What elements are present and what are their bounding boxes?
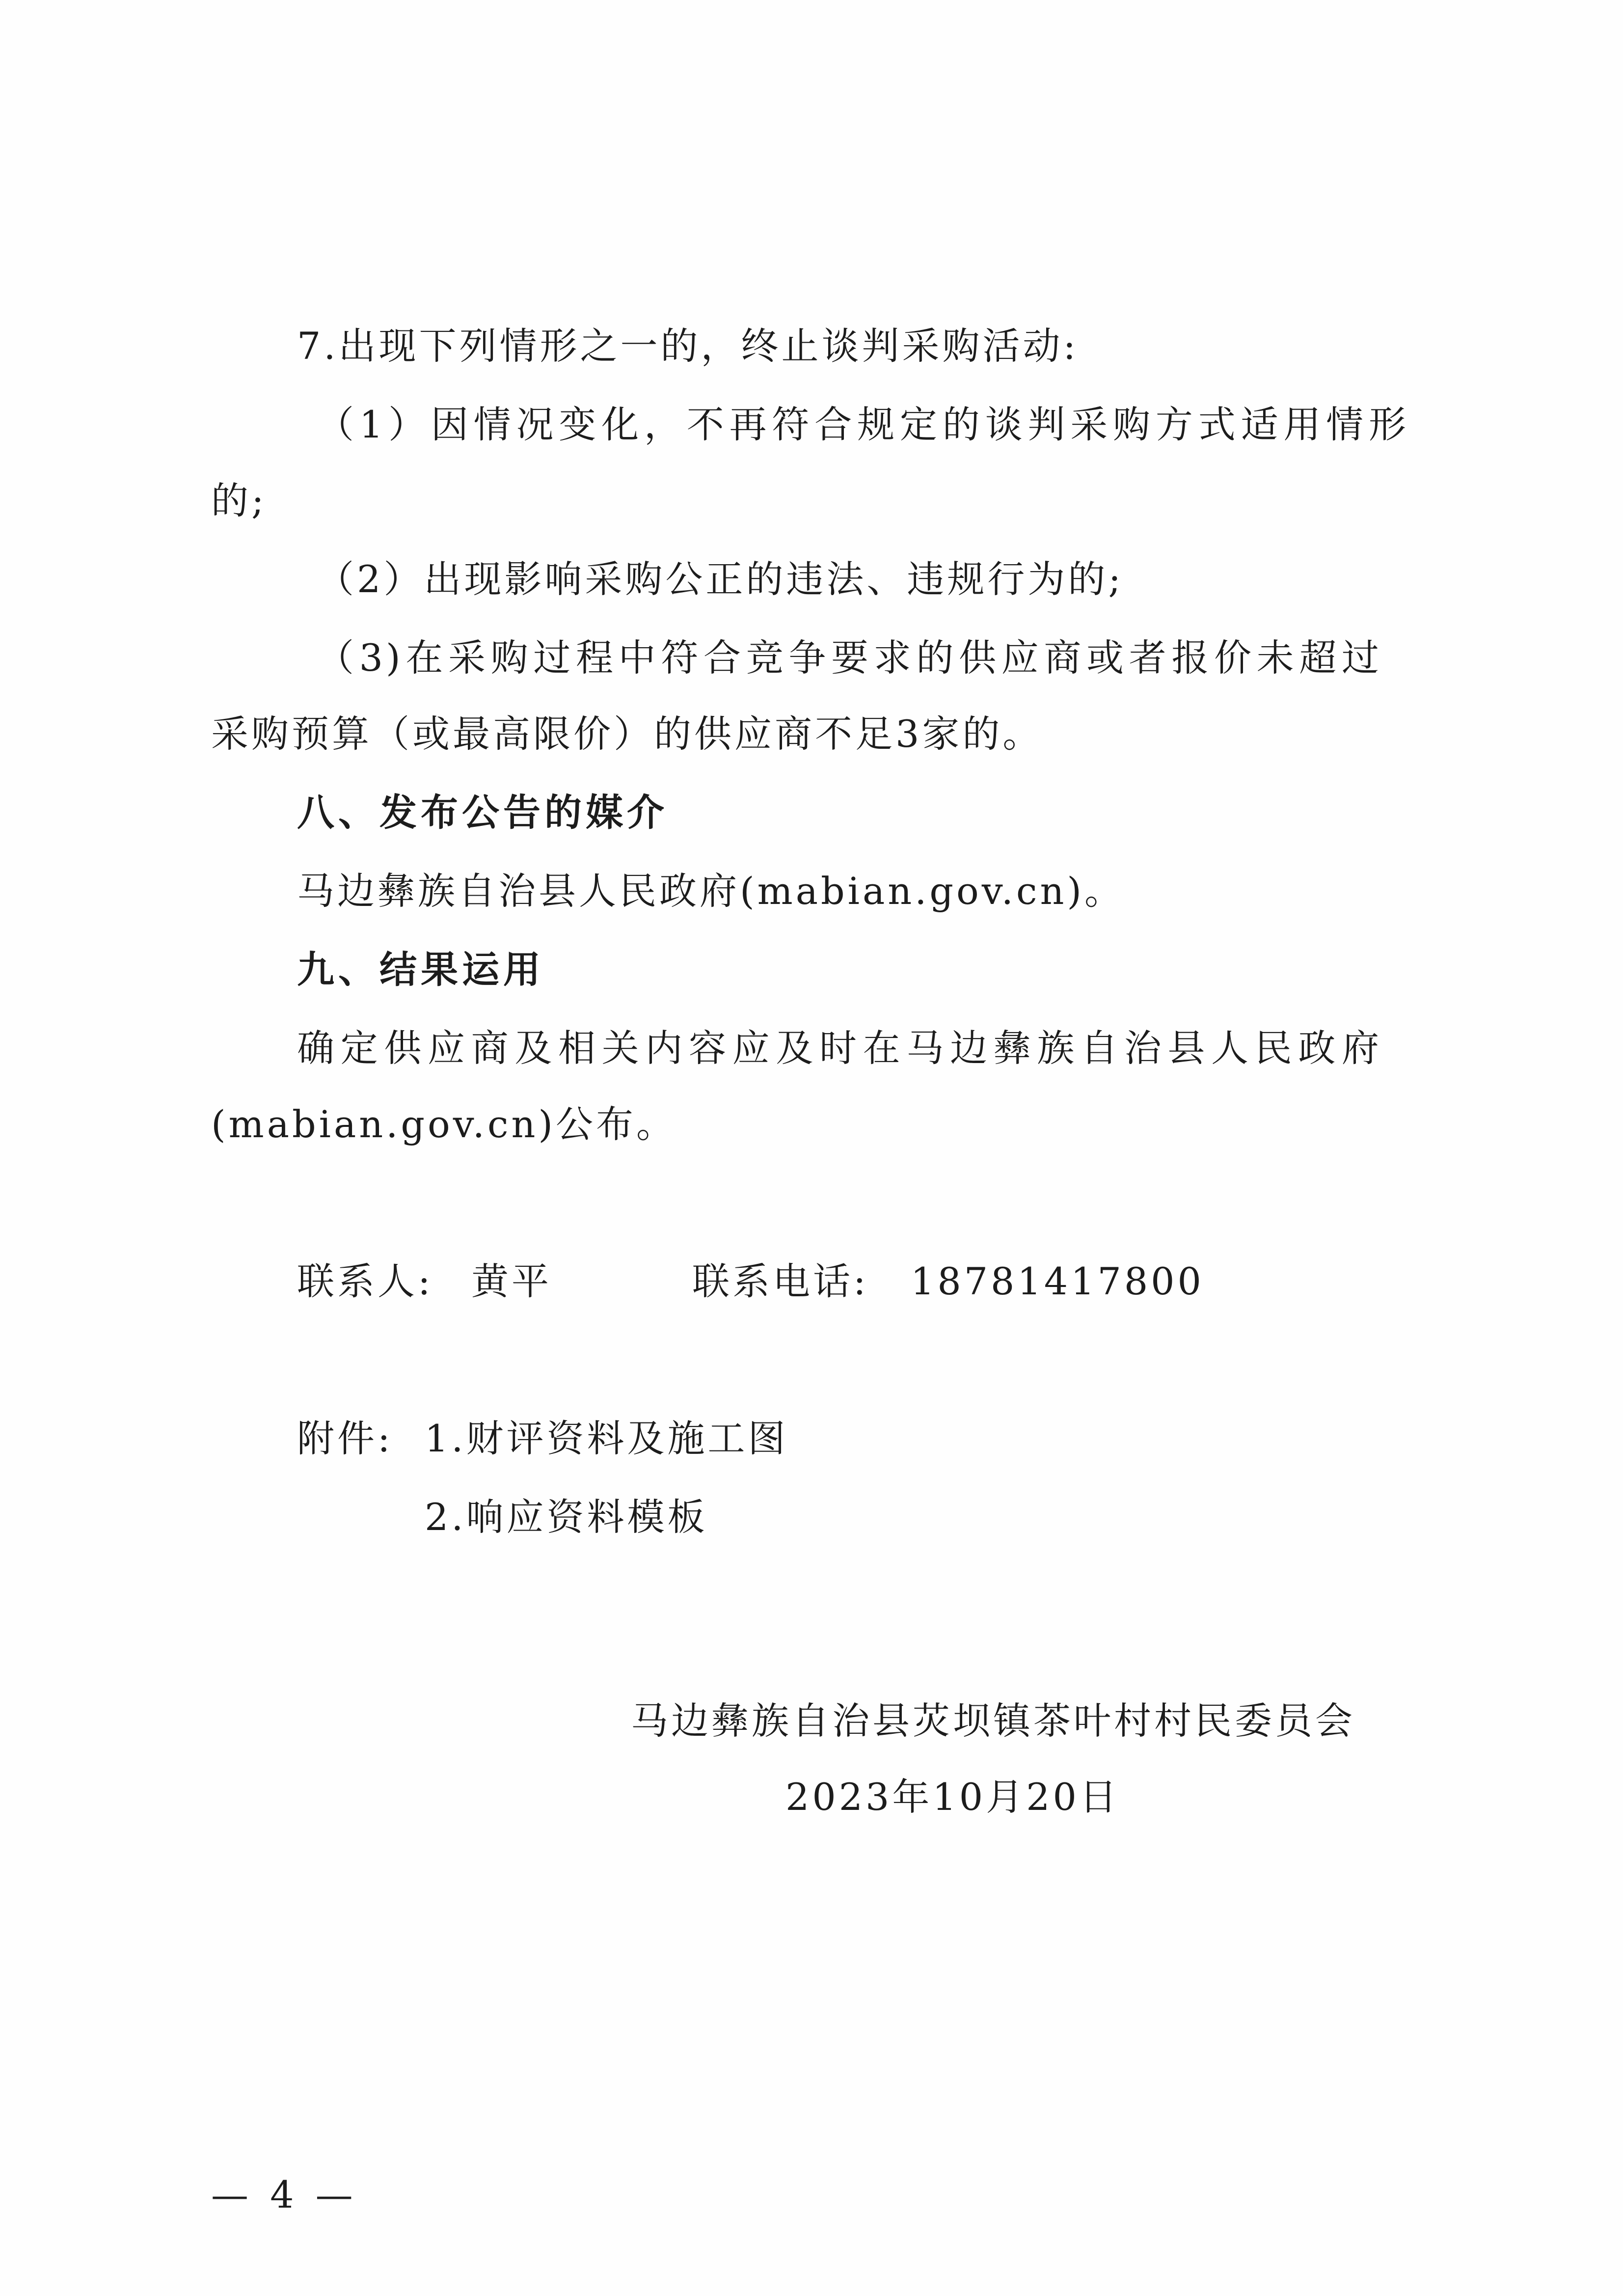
item-7-1-line1: （1）因情况变化，不再符合规定的谈判采购方式适用情形 bbox=[317, 403, 1409, 446]
item-7-2: （2）出现影响采购公正的违法、违规行为的; bbox=[317, 557, 1124, 601]
contact-phone-label: 联系电话: bbox=[692, 1259, 869, 1303]
section-9-text-line1: 确定供应商及相关内容应及时在马边彝族自治县人民政府 bbox=[297, 1026, 1382, 1070]
contact-person-label: 联系人: bbox=[297, 1259, 433, 1303]
signature-date: 2023年10月20日 bbox=[785, 1775, 1120, 1819]
section-8-text: 马边彝族自治县人民政府(mabian.gov.cn)。 bbox=[297, 869, 1125, 913]
attachments-label: 附件: bbox=[297, 1417, 393, 1460]
section-8-heading: 八、发布公告的媒介 bbox=[297, 791, 668, 834]
item-7-3-line2: 采购预算（或最高限价）的供应商不足3家的。 bbox=[211, 712, 1043, 756]
page-number: — 4 — bbox=[211, 2173, 358, 2216]
attachment-item-2: 2.响应资料模板 bbox=[425, 1495, 708, 1539]
section-9-text-line2: (mabian.gov.cn)公布。 bbox=[211, 1102, 677, 1146]
contact-person-name: 黄平 bbox=[471, 1259, 552, 1303]
attachment-item-1: 1.财评资料及施工图 bbox=[425, 1417, 788, 1460]
section-9-heading: 九、结果运用 bbox=[297, 948, 544, 991]
contact-phone-number: 18781417800 bbox=[911, 1259, 1204, 1303]
contact-row bbox=[297, 1257, 1328, 1306]
item-7-intro: 7.出现下列情形之一的，终止谈判采购活动: bbox=[297, 324, 1079, 368]
signature-organization: 马边彝族自治县苂坝镇茶叶村村民委员会 bbox=[631, 1699, 1355, 1743]
item-7-1-line2: 的; bbox=[211, 479, 267, 522]
item-7-3-line1: （3)在采购过程中符合竞争要求的供应商或者报价未超过 bbox=[317, 636, 1382, 680]
